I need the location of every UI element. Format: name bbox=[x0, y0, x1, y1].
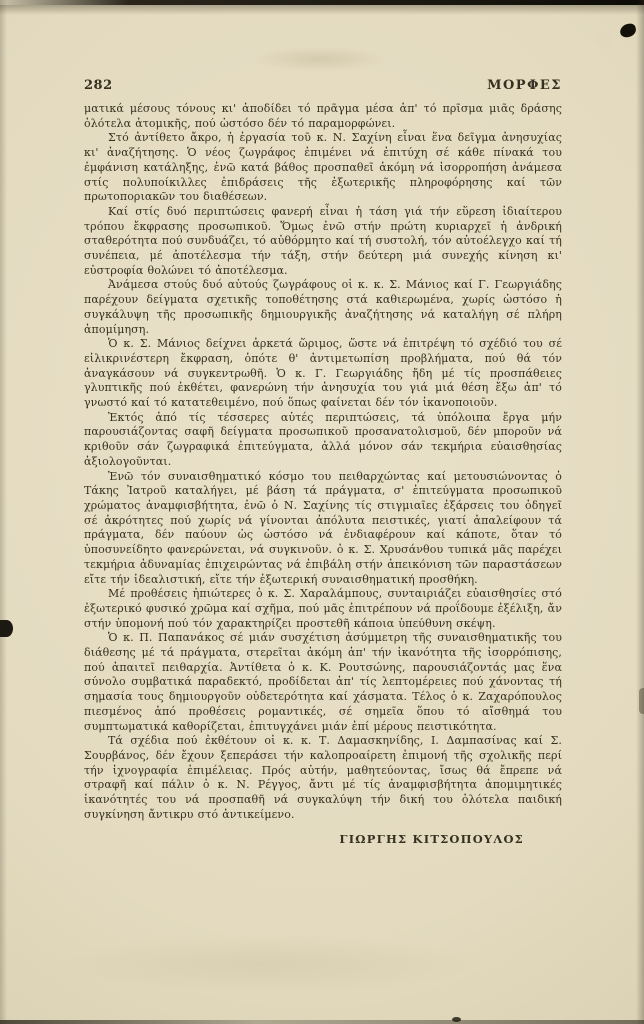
body-paragraph: Τά σχέδια πού ἐκθέτουν οἱ κ. κ. Τ. Δαμασκηνίδης, Ι. Δαμπασίνας καί Σ. Σουρβάνος, δέν ἔχουν ξεπεράσει τήν καλοπροαίρετη ἐπιμονή τῆς σχολικῆς περί τήν ἰχνογραφία ἐπιμέλειας. Πρός αὐτήν, μαθητεύοντας, ἴσως θά ἔπρεπε νά στραφῆ καί πάλιν ὁ κ. Ν. Ρέγγος, ἄντι μέ τίς ἀναμφισβήτητα ἀπομιμητικές ἱκανότητές του νά προσπαθῆ νά συγκαλύψη τήν δική του ὁλότελα παιδική συγκίνηση ἄντικρυ στό ἀντικείμενο. bbox=[84, 734, 562, 821]
body-paragraph: Καί στίς δυό περιπτώσεις φανερή εἶναι ἡ τάση γιά τήν εὕρεση ἰδιαίτερου τρόπου ἔκφρασης προσωπικοῦ. Ὅμως ἐνῶ στήν πρώτη κυριαρχεῖ ἡ ἀνδρική σταθερότητα πού συνδυάζει, τό αὐθόρμητο καί τή συστολή, τόν αὐτοέλεγχο καί τή συνέπεια, μέ ἀποτέλεσμα τήν τάξη, στήν δεύτερη μιά συνεχής κίνηση κι' εὐστροφία θολώνει τό ἀποτέλεσμα. bbox=[84, 204, 562, 277]
scan-edge-top-shadow bbox=[0, 5, 644, 15]
author-signature: ΓΙΩΡΓΗΣ ΚΙΤΣΟΠΟΥΛΟΣ bbox=[339, 832, 524, 847]
scan-edge-right bbox=[636, 0, 644, 1024]
scan-edge-bottom bbox=[0, 1020, 644, 1024]
body-paragraph: Ὁ κ. Π. Παπανάκος σέ μιάν συσχέτιση ἀσύμμετρη τῆς συναισθηματικῆς του διάθεσης μέ τά πράγματα, στερεῖται ἀκόμη ἀπ' τήν ἱκανότητα τῆς ἰσορρόπισης, πού ἀπαιτεῖ πειθαρχία. Ἀντίθετα ὁ κ. Κ. Ρουτσώνης, παρουσιάζοντάς μας ἕνα σύνολο συμβατικά παραδεκτό, προδίδεται ἀπ' τίς λεπτομέρειες πού χάνοντας τή σημασία τους δημιουργοῦν οὐδετερότητα καί χάσματα. Τέλος ὁ κ. Ζαχαρόπουλος πιεσμένος ἀπό προθέσεις ρομαντικές, σέ σημεῖα ὅπου τό αἴσθημά του συμπτωματικά καθορίζεται, ἐπιτυγχάνει μιάν ἐπί μέρους πειστικότητα. bbox=[84, 631, 562, 733]
body-paragraph: ματικά μέσους τόνους κι' ἀποδίδει τό πρᾶγμα μέσα ἀπ' τό πρῖσμα μιᾶς δράσης ὁλότελα ἀτομικῆς, πού ὡστόσο δέν τό παραμορφώνει. bbox=[84, 102, 562, 130]
body-paragraph: Ὁ κ. Σ. Μάνιος δείχνει ἀρκετά ὥριμος, ὥστε νά ἐπιτρέψη τό σχέδιό του σέ εἰλικρινέστερη ἔκφραση, ὁπότε θ' ἀντιμετωπίση προβλήματα, πού θά τόν ἀναγκάσουν νά συγκεντρωθῆ. Ὁ κ. Γ. Γεωργιάδης ἤδη μέ τίς προσπάθειες γλυπτικῆς πού ἐκθέτει, φανερώνη τήν ἀνησυχία του γιά μιά θέση ἔξω ἀπ' τό γνωστό καί τό κατατεθειμένο, πού ὅπως φαίνεται δέν τόν ἱκανοποιοῦν. bbox=[84, 337, 562, 410]
paper-stain bbox=[60, 934, 480, 994]
ink-smudge bbox=[0, 620, 13, 637]
body-paragraph: Μέ προθέσεις ἠπιώτερες ὁ κ. Σ. Χαραλάμπους, συνταιριάζει εὐαισθησίες στό ἐξωτερικό φυσικό χρῶμα καί σχῆμα, πού μᾶς ἐπιτρέπουν νά προΐδουμε ἐξέλιξη, ἄν στήν ὑπομονή πού τόν χαρακτηρίζει προστεθῆ κάποια ὑπεύθυνη σκέψη. bbox=[84, 587, 562, 630]
body-paragraph: Ἀνάμεσα στούς δυό αὐτούς ζωγράφους οἱ κ. κ. Σ. Μάνιος καί Γ. Γεωργιάδης παρέχουν δείγματα σχετικῆς τοποθέτησης στά καθιερωμένα, χωρίς ὡστόσο ἡ συγκάλυψη τῆς προσωπικῆς δημιουργικῆς ἀναζήτησης νά καταλήγη σέ πλήρη ἀπομίμηση. bbox=[84, 278, 562, 336]
ink-speck bbox=[452, 1017, 461, 1022]
body-paragraph: Ἐνῶ τόν συναισθηματικό κόσμο του πειθαρχώντας καί μετουσιώνοντας ὁ Τάκης Ἰατροῦ καταλήγει, μέ βάση τά πράγματα, σ' ἐπιτεύγματα προσωπικοῦ χρώματος ἀναμφισβήτητα, ἐνῶ ὁ Ν. Σαχίνης τίς στιγμιαῖες ἐξάρσεις του ὁδηγεῖ σέ ἀκρότητες πού χωρίς νά γίνονται ἀπόλυτα πειστικές, γιατί ἀπαλείφουν τά πράγματα, δέν παύουν ὡς ὡστόσο νά ἐνδιαφέρουν καί κάποτε, ὅταν τό ὑποσυνείδητο φανερώνεται, νά συγκινοῦν. ὁ κ. Σ. Χρυσάνθου τυπικά μᾶς παρέχει τεκμήρια ἀδυναμίας ἐπιχειρώντας νά ἐπιβάλη στήν ἀπεικόνιση τῶν παραστάσεων εἴτε τήν ἰδεαλιστική, εἴτε τήν ἐξωτερική συναισθηματική προσθήκη. bbox=[84, 469, 562, 586]
body-paragraph: Ἐκτός ἀπό τίς τέσσερες αὐτές περιπτώσεις, τά ὑπόλοιπα ἔργα μήν παρουσιάζοντας σαφῆ δείγματα προσωπικοῦ προσανατολισμοῦ, δέν μποροῦν νά κριθοῦν σάν ζωγραφικά ἐπιτεύγματα, ἀλλά μόνον σάν τεκμήρια εὐαισθησίας ἀξιολογοῦνται. bbox=[84, 410, 562, 468]
page-header bbox=[84, 78, 562, 93]
journal-masthead: ΜΟΡΦΕΣ bbox=[487, 78, 562, 93]
ink-speck bbox=[639, 688, 644, 714]
paper-stain bbox=[250, 46, 390, 72]
scan-edge-left bbox=[0, 0, 7, 1024]
page-number: 282 bbox=[84, 78, 113, 93]
ink-blot bbox=[619, 22, 637, 38]
page-content bbox=[84, 78, 562, 846]
body-paragraph: Στό ἀντίθετο ἄκρο, ἡ ἐργασία τοῦ κ. Ν. Σαχίνη εἶναι ἕνα δεῖγμα ἀνησυχίας κι' ἀναζήτησης. Ὁ νέος ζωγράφος ἐπιμένει νά ἐπιτύχη σέ κάθε πίνακά του ἐμφάνιση κατάληξης, ἐνῶ κατά βάθος προσπαθεῖ ἀκόμη νά ἰσορροπήση ἀνάμεσα στίς πολυποίκιλλες ἐπιδράσεις τῆς ἐξωτερικῆς πληροφόρησης καί τῶν πρωτοποριακῶν του διαθέσεων. bbox=[84, 131, 562, 204]
article-body bbox=[84, 102, 562, 822]
